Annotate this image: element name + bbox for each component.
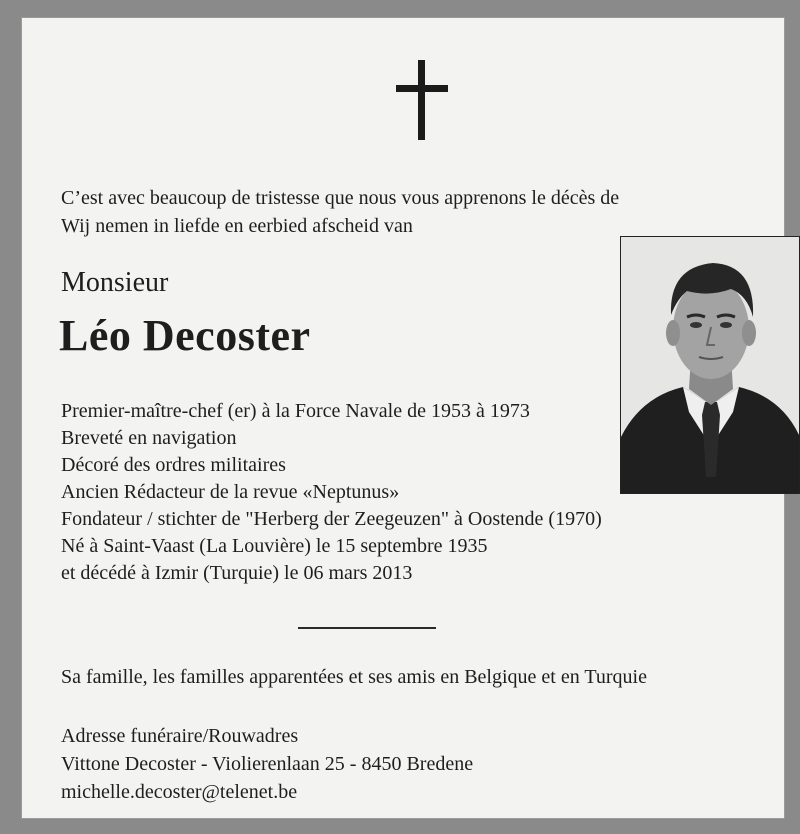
- person-title: Monsieur: [61, 267, 169, 298]
- address-email: michelle.decoster@telenet.be: [61, 781, 298, 803]
- address-label: Adresse funéraire/Rouwadres: [61, 725, 299, 747]
- bio-line: Fondateur / stichter de "Herberg der Zeegeuzen" à Oostende (1970): [61, 508, 602, 530]
- funeral-address: [61, 722, 473, 806]
- obituary-notice: [22, 18, 784, 818]
- intro-french: C’est avec beaucoup de tristesse que nous vous apprenons le décès de: [61, 187, 620, 209]
- intro-dutch: Wij nemen in liefde en eerbied afscheid van: [61, 215, 413, 237]
- address-line: Vittone Decoster - Violierenlaan 25 - 8450 Bredene: [61, 753, 474, 775]
- bio-line: Né à Saint-Vaast (La Louvière) le 15 septembre 1935: [61, 535, 488, 557]
- bio-line: Ancien Rédacteur de la revue «Neptunus»: [61, 481, 400, 503]
- biography: [61, 398, 602, 587]
- bio-line: Décoré des ordres militaires: [61, 454, 286, 476]
- cross-icon: [396, 60, 448, 140]
- person-name: Léo Decoster: [59, 311, 311, 360]
- portrait-photo: [620, 236, 800, 494]
- bio-line: et décédé à Izmir (Turquie) le 06 mars 2013: [61, 562, 413, 584]
- family-line: Sa famille, les familles apparentées et ses amis en Belgique et en Turquie: [61, 666, 647, 688]
- bio-line: Breveté en navigation: [61, 427, 237, 449]
- bio-line: Premier-maître-chef (er) à la Force Navale de 1953 à 1973: [61, 400, 530, 422]
- divider: [298, 627, 436, 629]
